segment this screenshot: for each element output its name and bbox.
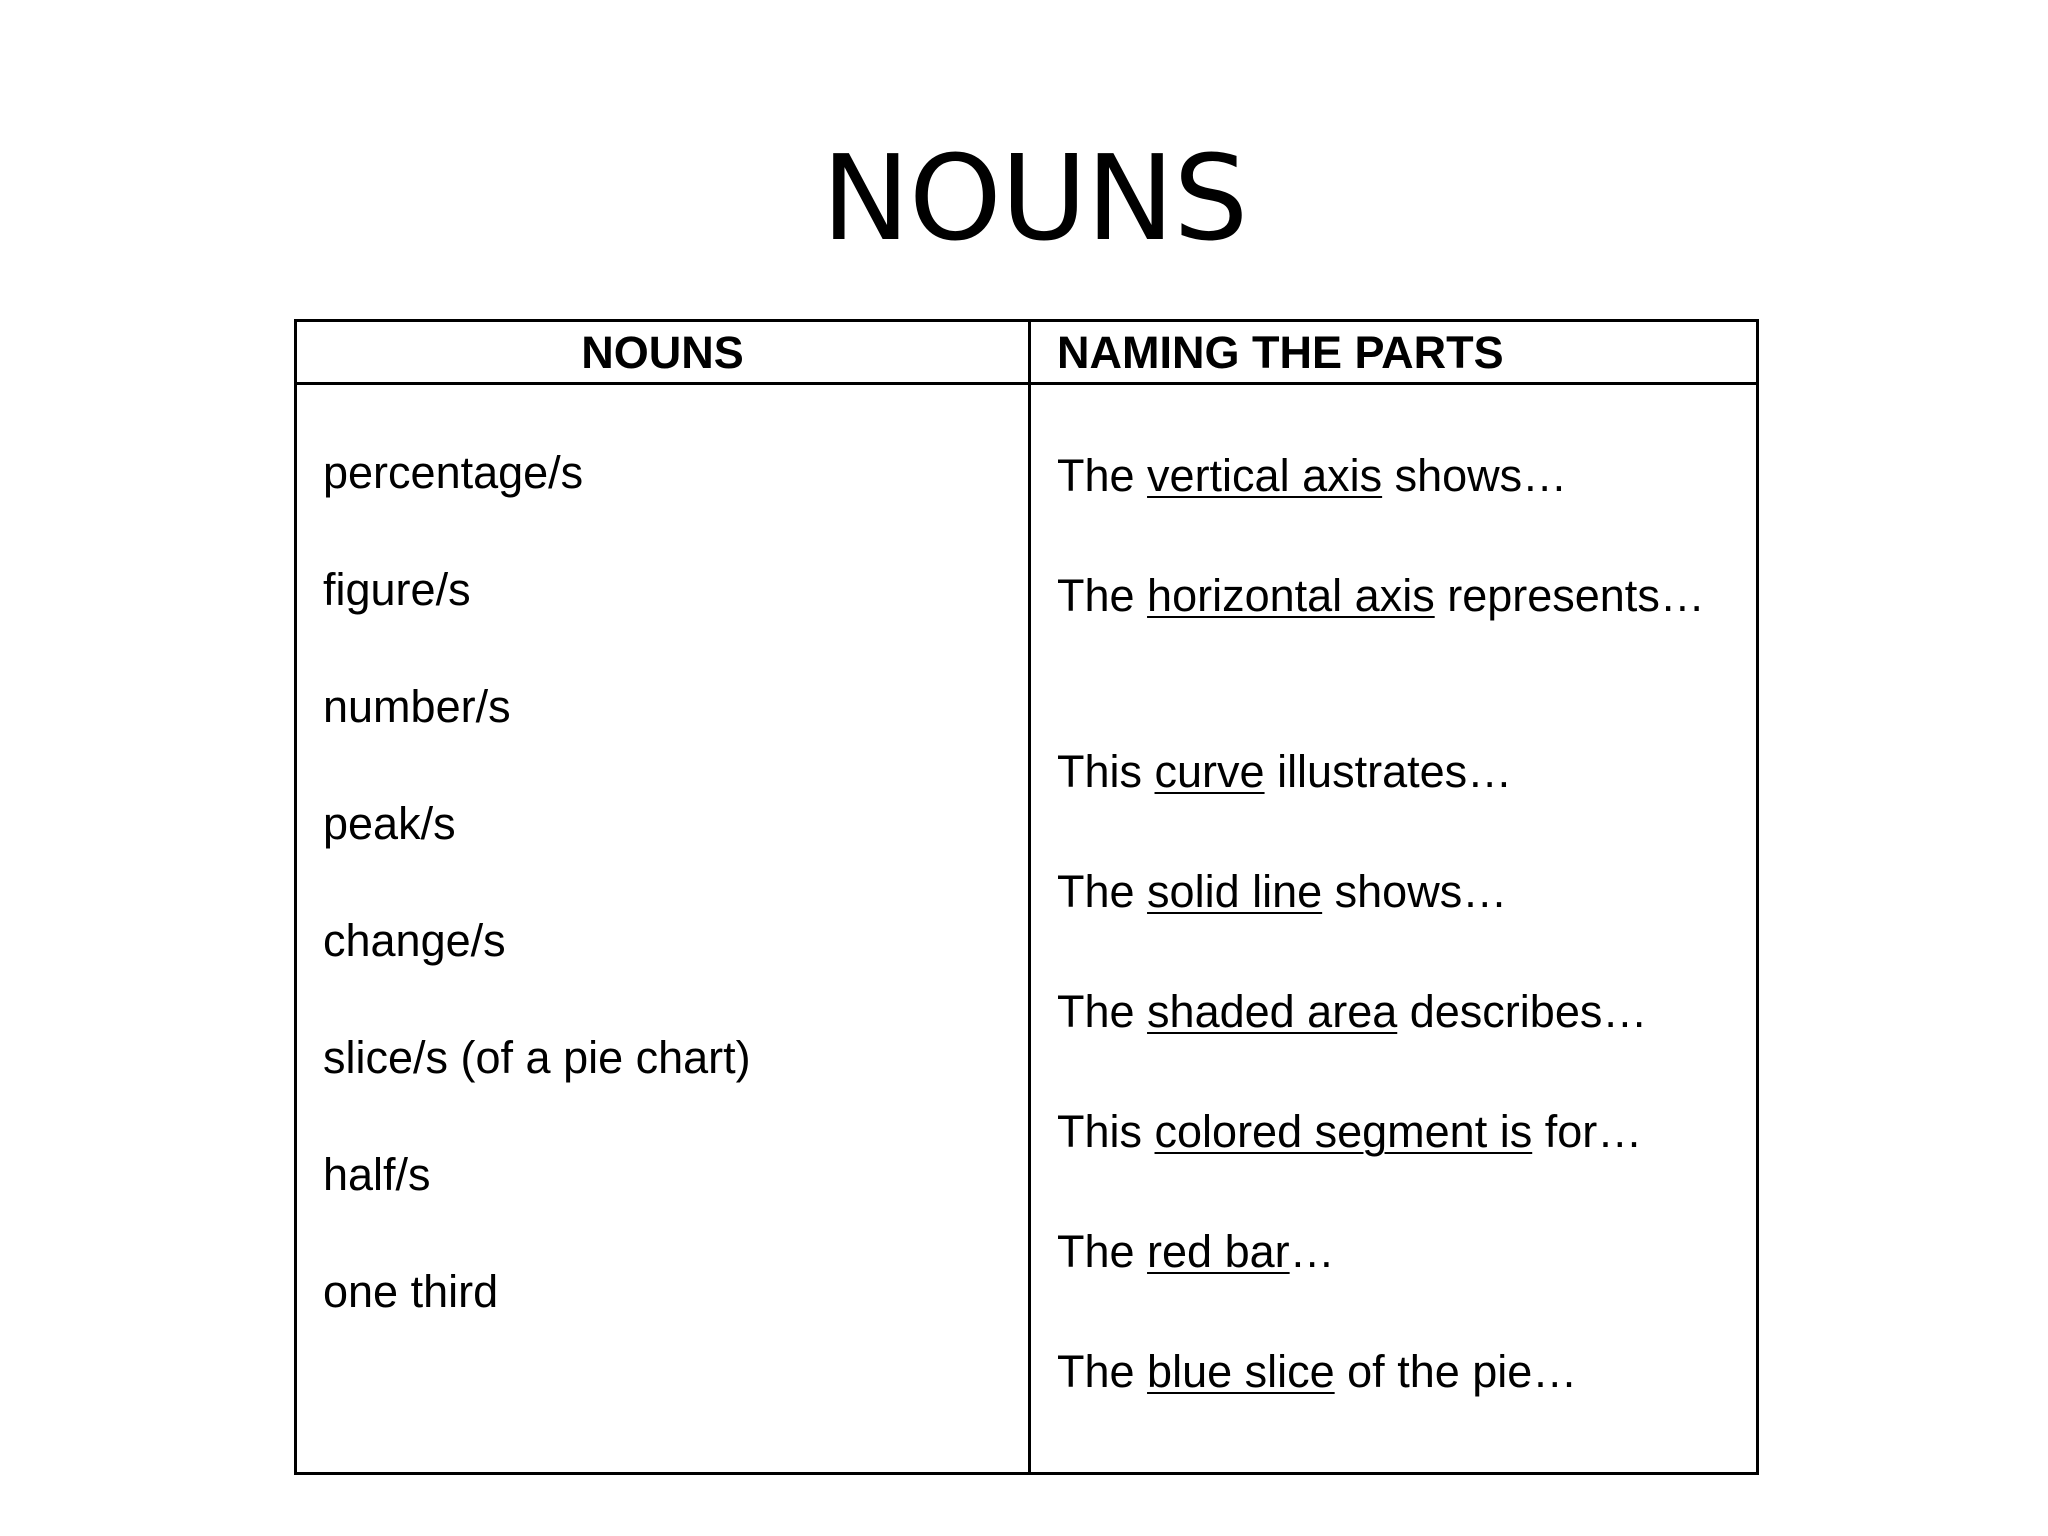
part-pre: This	[1057, 1106, 1155, 1157]
header-naming-the-parts: NAMING THE PARTS	[1057, 327, 1504, 378]
part-term: red bar	[1147, 1226, 1290, 1277]
part-pre: This	[1057, 746, 1155, 797]
noun-item: peak/s	[323, 798, 456, 849]
part-sentence	[1057, 983, 1737, 1040]
noun-item: half/s	[323, 1149, 431, 1200]
noun-item: figure/s	[323, 564, 471, 615]
part-term: colored segment is	[1154, 1106, 1533, 1157]
part-term: solid line	[1147, 866, 1323, 917]
noun-item: percentage/s	[323, 447, 584, 498]
part-pre: The	[1057, 866, 1148, 917]
part-post: shows…	[1382, 450, 1568, 501]
part-post: describes…	[1397, 986, 1648, 1037]
page-title: NOUNS	[821, 129, 1248, 267]
header-divider	[297, 382, 1756, 385]
part-pre: The	[1057, 450, 1148, 501]
part-term: vertical axis	[1147, 450, 1383, 501]
part-sentence	[1057, 1223, 1737, 1280]
noun-item: one third	[323, 1266, 499, 1317]
part-post: shows…	[1322, 866, 1508, 917]
part-sentence	[1057, 567, 1737, 624]
part-post: for…	[1532, 1106, 1643, 1157]
part-sentence	[1057, 743, 1737, 800]
part-term: curve	[1154, 746, 1265, 797]
part-pre: The	[1057, 1226, 1148, 1277]
noun-item: change/s	[323, 915, 506, 966]
part-post: illustrates…	[1264, 746, 1513, 797]
part-post: of the pie…	[1334, 1346, 1578, 1397]
part-sentence	[1057, 1103, 1737, 1160]
part-pre: The	[1057, 1346, 1148, 1397]
part-post: …	[1289, 1226, 1335, 1277]
part-post: represents…	[1434, 570, 1705, 621]
part-term: blue slice	[1147, 1346, 1335, 1397]
part-sentence	[1057, 863, 1737, 920]
column-divider	[1028, 322, 1031, 1472]
noun-item: slice/s (of a pie chart)	[323, 1032, 751, 1083]
part-term: horizontal axis	[1147, 570, 1435, 621]
part-sentence	[1057, 1343, 1737, 1400]
part-pre: The	[1057, 986, 1148, 1037]
part-term: shaded area	[1147, 986, 1398, 1037]
nouns-table	[294, 319, 1759, 1475]
noun-item: number/s	[323, 681, 511, 732]
part-sentence	[1057, 447, 1737, 504]
part-pre: The	[1057, 570, 1148, 621]
header-nouns: NOUNS	[581, 327, 744, 378]
